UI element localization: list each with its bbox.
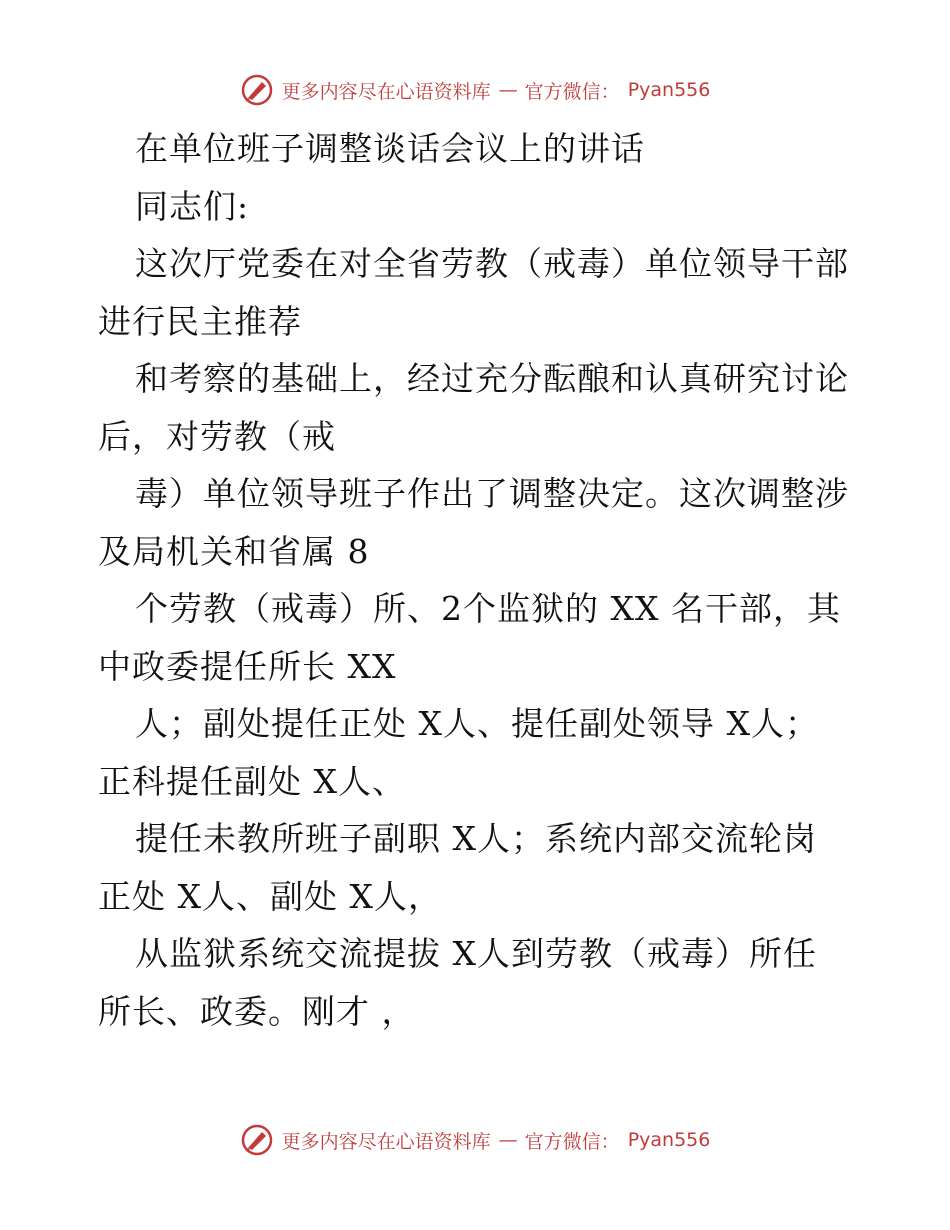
text-line: 正科提任副处 X人、	[98, 761, 406, 801]
text-line: 提任未教所班子副职 X人；系统内部交流轮岗	[135, 819, 817, 858]
text-line: 后，对劳教（戒	[98, 416, 336, 456]
text-line: 从监狱系统交流提拔 X人到劳教（戒毒）所任	[135, 934, 817, 973]
document-body	[98, 120, 858, 1040]
text-line: 所长、政委。刚才 ，	[98, 991, 416, 1031]
header-banner	[0, 70, 950, 110]
text-line: 正处 X人、副处 X人，	[98, 876, 442, 916]
text-line: 个劳教（戒毒）所、2个监狱的 XX 名干部，其	[135, 589, 841, 628]
salutation: 同志们:	[135, 186, 250, 226]
banner-text: 更多内容尽在心语资料库	[281, 80, 491, 103]
document-title: 在单位班子调整谈话会议上的讲话	[135, 129, 645, 168]
banner-separator: —	[498, 79, 517, 101]
text-line: 及局机关和省属 8	[98, 531, 370, 571]
pen-logo-icon	[240, 73, 274, 107]
banner-wechat-label: 官方微信：	[524, 80, 620, 103]
banner-wechat-label: 官方微信：	[524, 1130, 620, 1153]
text-line: 中政委提任所长 XX	[98, 646, 397, 686]
text-line: 和考察的基础上，经过充分酝酿和认真研究讨论	[135, 359, 849, 398]
banner-wechat-id: Pyan556	[627, 1129, 711, 1151]
banner-text: 更多内容尽在心语资料库	[281, 1130, 491, 1153]
text-line: 人；副处提任正处 X人、提任副处领导 X人；	[135, 704, 819, 743]
text-line: 进行民主推荐	[98, 301, 302, 341]
footer-banner	[0, 1120, 950, 1160]
text-line: 这次厅党委在对全省劳教（戒毒）单位领导干部	[135, 244, 849, 283]
text-line: 毒）单位领导班子作出了调整决定。这次调整涉	[135, 474, 849, 513]
pen-logo-icon	[240, 1123, 274, 1157]
banner-separator: —	[498, 1129, 517, 1151]
banner-wechat-id: Pyan556	[627, 79, 711, 101]
